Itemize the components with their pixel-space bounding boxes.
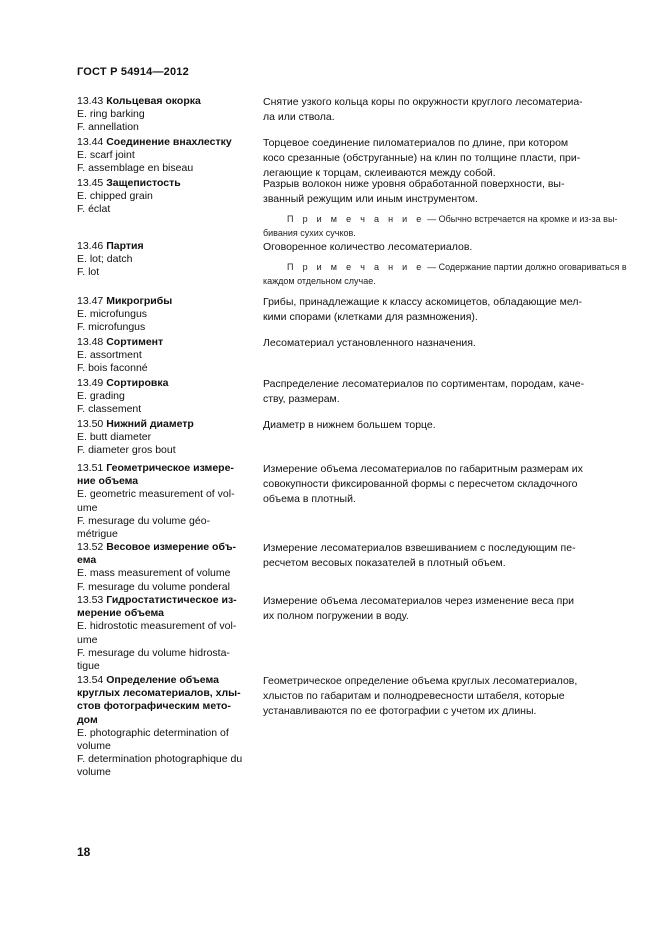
term-number: 13.46 (77, 240, 107, 252)
term-block (77, 240, 257, 280)
definition-line: Оговоренное количество лесоматериалов. (263, 241, 473, 253)
foreign-equivalent: E. geometric measurement of vol- (77, 488, 235, 501)
term-block (77, 336, 257, 376)
definition-line: их полном погружении в воду. (263, 610, 409, 623)
term-name-continued (77, 475, 257, 488)
definition-line: Грибы, принадлежащие к классу аскомицетов, обладающие мел- (263, 296, 583, 308)
term-name-part: круглых лесоматериалов, хлы- (77, 687, 241, 700)
definition-line: Снятие узкого кольца коры по окружности круглого лесоматериа- (263, 96, 583, 108)
term-name-continued (77, 687, 257, 700)
term-name-part: стов фотографическим мето- (77, 700, 231, 713)
foreign-equivalent: F. diameter gros bout (77, 444, 176, 457)
definition-line: косо срезанные (обструганные) на клин по толщине пласти, при- (263, 152, 581, 165)
term-heading (77, 594, 257, 607)
definition-block (263, 336, 607, 351)
definition-block (263, 594, 607, 624)
term-block (77, 462, 257, 541)
term-block (77, 594, 257, 673)
note-block (263, 213, 618, 240)
foreign-equivalent: E. microfungus (77, 308, 148, 321)
term-name: Кольцевая окорка (106, 95, 201, 107)
foreign-equivalent: volume (77, 766, 111, 779)
foreign-equivalent: ume (77, 501, 98, 514)
definition-line: Измерение объема лесоматериалов через изменение веса при (263, 595, 575, 607)
page-number: 18 (77, 845, 91, 859)
standard-header: ГОСТ Р 54914—2012 (77, 66, 189, 78)
note-label: П р и м е ч а н и е (287, 262, 425, 273)
term-heading (77, 674, 257, 687)
term-block (77, 177, 257, 217)
definition-block (263, 541, 607, 571)
foreign-equivalent: F. bois faconné (77, 362, 148, 375)
foreign-equivalent: E. chipped grain (77, 190, 153, 203)
definition-line: кими спорами (клетками для размножения). (263, 311, 478, 324)
term-name-continued (77, 607, 257, 620)
term-number: 13.50 (77, 418, 107, 430)
term-name-continued (77, 700, 257, 713)
foreign-equivalent: E. mass measurement of volume (77, 567, 231, 580)
term-name-part: мерение объема (77, 607, 164, 620)
foreign-equivalent: E. grading (77, 390, 125, 403)
term-number: 13.45 (77, 177, 107, 189)
term-number: 13.51 (77, 462, 107, 474)
term-block (77, 674, 257, 780)
term-name: Партия (106, 240, 144, 252)
foreign-equivalent: E. butt diameter (77, 431, 152, 444)
term-number: 13.49 (77, 377, 107, 389)
foreign-equivalent: F. mesurage du volume ponderal (77, 580, 230, 593)
definition-line: Разрыв волокон ниже уровня обработанной поверхности, вы- (263, 178, 565, 190)
foreign-equivalent: F. mesurage du volume géo- (77, 514, 211, 527)
term-name-part: ема (77, 554, 97, 567)
foreign-equivalent: F. assemblage en biseau (77, 162, 194, 175)
definition-block (263, 295, 607, 325)
note-label: П р и м е ч а н и е (287, 214, 425, 225)
definition-block (263, 674, 607, 720)
note-text: — Содержание партии должно оговариваться в (424, 262, 627, 273)
term-heading (77, 377, 257, 390)
term-name: Геометрическое измере- (106, 462, 234, 474)
definition-line: Распределение лесоматериалов по сортиментам, породам, каче- (263, 378, 585, 390)
foreign-equivalent: F. classement (77, 403, 142, 416)
term-name-continued (77, 714, 257, 727)
term-heading (77, 336, 257, 349)
term-name-part: ние объема (77, 475, 139, 488)
foreign-equivalent: métrigue (77, 528, 118, 541)
definition-line: объема в плотный. (263, 493, 356, 506)
term-name: Определение объема (106, 674, 219, 686)
definition-block (263, 418, 607, 433)
term-heading (77, 136, 257, 149)
foreign-equivalent: E. photographic determination of (77, 726, 229, 739)
term-name: Нижний диаметр (106, 418, 194, 430)
term-heading (77, 177, 257, 190)
note-line: бивания сухих сучков. (263, 227, 356, 238)
definition-block (263, 377, 607, 407)
term-name-part: дом (77, 713, 98, 726)
term-name: Сортировка (106, 377, 169, 389)
foreign-equivalent: F. lot (77, 266, 100, 279)
term-block (77, 95, 257, 135)
definition-block (263, 240, 627, 288)
term-name: Гидростатистическое из- (106, 594, 237, 606)
definition-line: ресчетом весовых показателей в плотный объем. (263, 557, 506, 570)
foreign-equivalent: volume (77, 740, 111, 753)
note-line (263, 261, 627, 274)
foreign-equivalent: ume (77, 633, 98, 646)
term-name: Микрогрибы (106, 295, 173, 307)
term-number: 13.54 (77, 674, 107, 686)
definition-line: Лесоматериал установленного назначения. (263, 337, 476, 349)
term-block (77, 541, 257, 594)
term-heading (77, 240, 257, 253)
term-number: 13.48 (77, 336, 107, 348)
term-block (77, 418, 257, 458)
definition-line: Измерение лесоматериалов взвешиванием с последующим пе- (263, 542, 576, 554)
definition-block (263, 462, 607, 508)
term-number: 13.43 (77, 95, 107, 107)
term-number: 13.47 (77, 295, 107, 307)
term-name: Сортимент (106, 336, 164, 348)
foreign-equivalent: F. annellation (77, 121, 139, 134)
note-text: — Обычно встречается на кромке и из-за вы- (424, 214, 618, 225)
foreign-equivalent: F. mesurage du volume hidrosta- (77, 646, 230, 659)
definition-block (263, 95, 607, 125)
term-heading (77, 95, 257, 108)
term-name: Соединение внахлестку (106, 136, 232, 148)
foreign-equivalent: E. lot; datch (77, 253, 133, 266)
term-number: 13.44 (77, 136, 107, 148)
term-heading (77, 295, 257, 308)
term-block (77, 136, 257, 176)
definition-line: хлыстов по габаритам и полнодревесности штабеля, которые (263, 690, 565, 703)
definition-block (263, 177, 618, 240)
foreign-equivalent: E. assortment (77, 349, 142, 362)
definition-block (263, 136, 607, 182)
definition-line: легающие к торцам, склеиваются между собой. (263, 167, 496, 180)
foreign-equivalent: E. scarf joint (77, 149, 135, 162)
term-number: 13.53 (77, 594, 107, 606)
term-heading (77, 462, 257, 475)
term-block (77, 377, 257, 417)
definition-line: званный режущим или иным инструментом. (263, 193, 478, 206)
foreign-equivalent: E. hidrostotic measurement of vol- (77, 620, 237, 633)
definition-line: Торцевое соединение пиломатериалов по длине, при котором (263, 137, 569, 149)
definition-line: ству, размерам. (263, 393, 340, 406)
note-block (263, 261, 627, 288)
term-heading (77, 541, 257, 554)
foreign-equivalent: E. ring barking (77, 108, 145, 121)
foreign-equivalent: F. éclat (77, 203, 111, 216)
definition-line: Диаметр в нижнем большем торце. (263, 419, 436, 431)
term-number: 13.52 (77, 541, 107, 553)
definition-line: совокупности фиксированной формы с пересчетом складочного (263, 478, 578, 491)
term-block (77, 295, 257, 335)
term-name: Защепистость (106, 177, 181, 189)
term-name-continued (77, 554, 257, 567)
foreign-equivalent: F. microfungus (77, 321, 146, 334)
definition-line: устанавливаются по ее фотографии с учетом их длины. (263, 705, 537, 718)
term-name: Весовое измерение объ- (106, 541, 236, 553)
definition-line: Измерение объема лесоматериалов по габаритным размерам их (263, 463, 583, 475)
note-line: каждом отдельном случае. (263, 275, 376, 286)
definition-line: Геометрическое определение объема круглых лесоматериалов, (263, 675, 578, 687)
foreign-equivalent: tigue (77, 660, 100, 673)
term-heading (77, 418, 257, 431)
note-line (263, 213, 618, 226)
definition-line: ла или ствола. (263, 111, 335, 124)
foreign-equivalent: F. determination photographique du (77, 753, 243, 766)
